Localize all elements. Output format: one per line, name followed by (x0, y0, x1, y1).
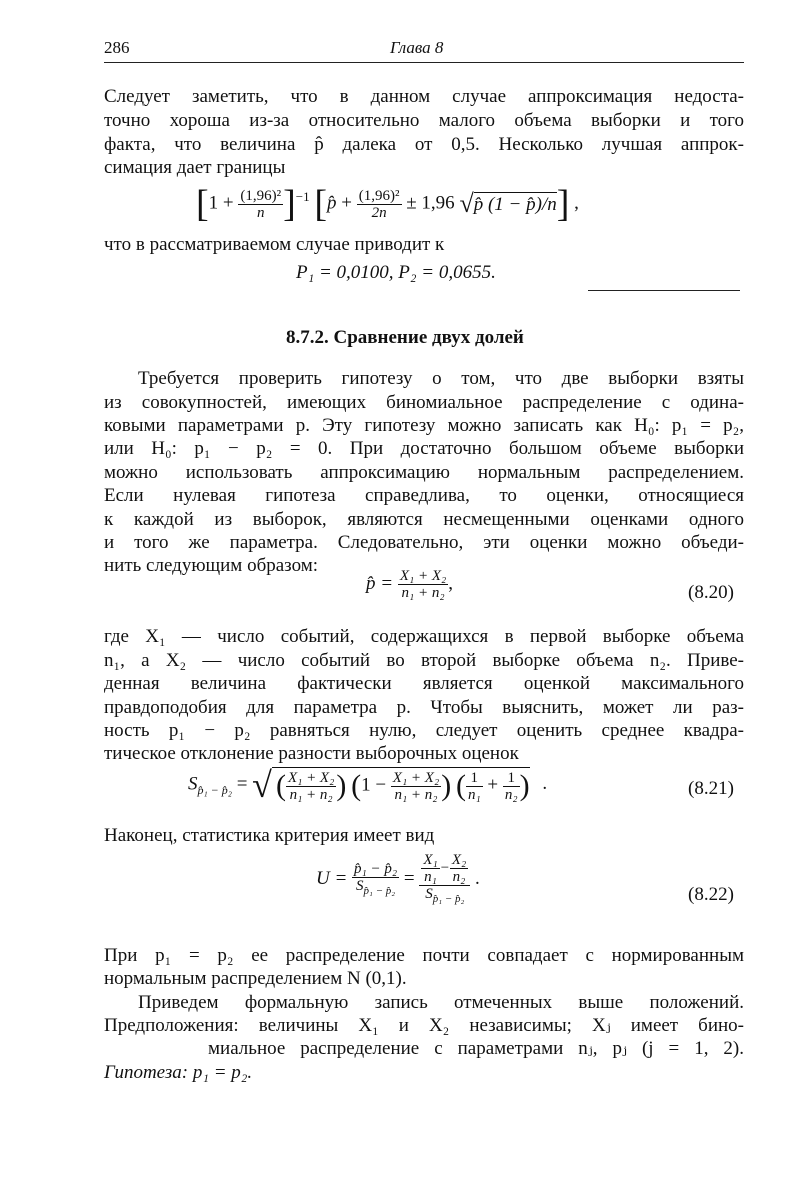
result-equation: P₁ = 0,0100, P₂ = 0,0655. (296, 262, 496, 283)
fraction-numerator: X₁ + X₂ (287, 769, 335, 786)
text-line: симация дает границы (104, 157, 286, 178)
running-header (104, 38, 744, 63)
fraction-numerator: X₂ (451, 852, 467, 868)
text-line: Гипотеза: p₁ = p₂. (104, 1062, 253, 1083)
separator-rule (588, 290, 740, 291)
sqrt-body: p̂ (1 − p̂)/n (473, 194, 557, 215)
page-number: 286 (104, 38, 130, 57)
text-line: где X₁ — число событий, содержащихся в первой выборке объема (104, 626, 744, 647)
minus-sign: − (439, 859, 450, 876)
chapter-title: Глава 8 (390, 38, 444, 57)
equation-lhs: S (188, 773, 198, 795)
text-line: Следует заметить, что в данном случае аппроксимация недоста- (104, 86, 744, 107)
fraction-numerator: X₁ + X₂ (392, 769, 440, 786)
bounds-equation: [1 + $\frac{\text{(1,96)²}}{n}$ ]$^{-1}$ [p̂ + $\frac{\text{(1,96)²}}{2n}$ ± 1,96 √p̂ (1 − p̂)/n] , (196, 183, 579, 225)
fraction-numerator: X₁ + X₂ (399, 568, 447, 584)
text-line: Приведем формальную запись отмеченных выше положений. (138, 992, 744, 1013)
equation-8-22: U = $\frac{\text{p̂₁ − p̂₂}}{S_{p̂_1 - p̂_2}}$ = $\frac{\text{X₁}}{\text{n₁}}$ − $\frac{\text{X₂}}{\text{n₂}}$ $S_{p̂_1 - p̂_2}$ . (316, 852, 480, 905)
punctuation: . (542, 773, 548, 795)
equation-8-21: $S_{p̂_1 - p̂_2}$ = √ ( $\frac{\text{X₁ + X₂}}{\text{n₁ + n₂}}$ ) (1 − $\frac{\text{X₁ + X₂}}{\text{n₁ + n₂}}$ ) ( $\frac{1}{\text{n₁}}$ + $\frac{1}{\text{n₂}}$ ) . (188, 765, 548, 805)
text-line: из совокупностей, имеющих биномиальное распределение с одина- (104, 392, 744, 413)
equation-8-20 (366, 568, 453, 601)
fraction-denominator: 2n (371, 204, 387, 221)
fraction-denominator: n₁ + n₂ (401, 585, 445, 601)
subscript: p̂₁ − p̂₂ (363, 884, 396, 897)
text-line: Требуется проверить гипотезу о том, что две выборки взяты (138, 368, 744, 389)
text-line: миальное распределение с параметрами nⱼ, pⱼ (j = 1, 2). (208, 1038, 744, 1059)
fraction-denominator: n₂ (504, 786, 518, 803)
text-line: нить следующим образом: (104, 555, 319, 576)
fraction-denominator: n₁ (424, 869, 437, 885)
fraction-denominator: n (257, 204, 265, 221)
text-line: тическое отклонение разности выборочных оценок (104, 743, 519, 764)
fraction-denominator: n₂ (452, 869, 466, 885)
equation-lhs: p̂ = (366, 572, 394, 594)
text-line: факта, что величина p̂ далека от 0,5. Несколько лучшая аппрок- (104, 134, 744, 155)
one-minus: 1 − (361, 774, 387, 796)
fraction-denominator: S (356, 877, 364, 894)
fraction-numerator: 1 (466, 770, 483, 787)
text-line: и того же параметра. Следовательно, эти оценки можно объеди- (104, 532, 744, 553)
fraction-denominator: n₁ + n₂ (394, 786, 438, 803)
fraction-numerator: p̂₁ − p̂₂ (354, 860, 398, 877)
text-line: Если нулевая гипотеза справедлива, то оценки, относящиеся (104, 485, 744, 506)
text-line: При p₁ = p₂ ее распределение почти совпадает с нормированным (104, 945, 744, 966)
text-line: к каждой из выборок, являются несмещенными оценками одного (104, 509, 744, 530)
punctuation: , (448, 572, 453, 594)
text-line: нормальным распределением N (0,1). (104, 968, 407, 989)
fraction-numerator: (1,96)² (240, 187, 282, 204)
subscript: p̂₁ − p̂₂ (197, 783, 232, 798)
text-line: можно использовать аппроксимацию нормальным распределением. (104, 462, 744, 483)
text-line: n₁, а X₂ — число событий во второй выборке объема n₂. Приве- (104, 650, 744, 671)
plus-minus-term: ± 1,96 (406, 192, 455, 214)
text-line: денная величина фактически является оценкой максимального (104, 673, 744, 694)
subscript: p̂₁ − p̂₂ (432, 893, 465, 905)
text-line: что в рассматриваемом случае приводит к (104, 234, 445, 255)
fraction-numerator: X₁ (423, 852, 438, 868)
equation-number: (8.22) (688, 884, 734, 905)
text-line: точно хороша из-за относительно малого объема выборки и того (104, 110, 744, 131)
text-line: Наконец, статистика критерия имеет вид (104, 825, 435, 846)
equation-number: (8.20) (688, 582, 734, 603)
fraction-denominator: n₁ (467, 786, 481, 803)
fraction-numerator: (1,96)² (358, 187, 400, 204)
fraction-denominator: n₁ + n₂ (289, 786, 333, 803)
equation-number: (8.21) (688, 778, 734, 799)
text-line: или H₀: p₁ − p₂ = 0. При достаточно большом объеме выборки (104, 438, 744, 459)
section-title: 8.7.2. Сравнение двух долей (286, 327, 524, 348)
text-line: ность p₁ − p₂ равняться нулю, следует оценить среднее квадра- (104, 720, 744, 741)
text-line: правдоподобия для параметра p. Чтобы выяснить, может ли раз- (104, 697, 744, 718)
fraction-numerator: 1 (503, 770, 520, 787)
punctuation: . (474, 867, 480, 889)
exponent: −1 (295, 189, 310, 205)
text-line: Предположения: величины X₁ и X₂ независимы; Xⱼ имеет бино- (104, 1015, 744, 1036)
equation-lhs: U = (316, 867, 348, 889)
fraction-denominator: S (425, 886, 433, 902)
text-line: ковыми параметрами p. Эту гипотезу можно записать как H₀: p₁ = p₂, (104, 415, 744, 436)
